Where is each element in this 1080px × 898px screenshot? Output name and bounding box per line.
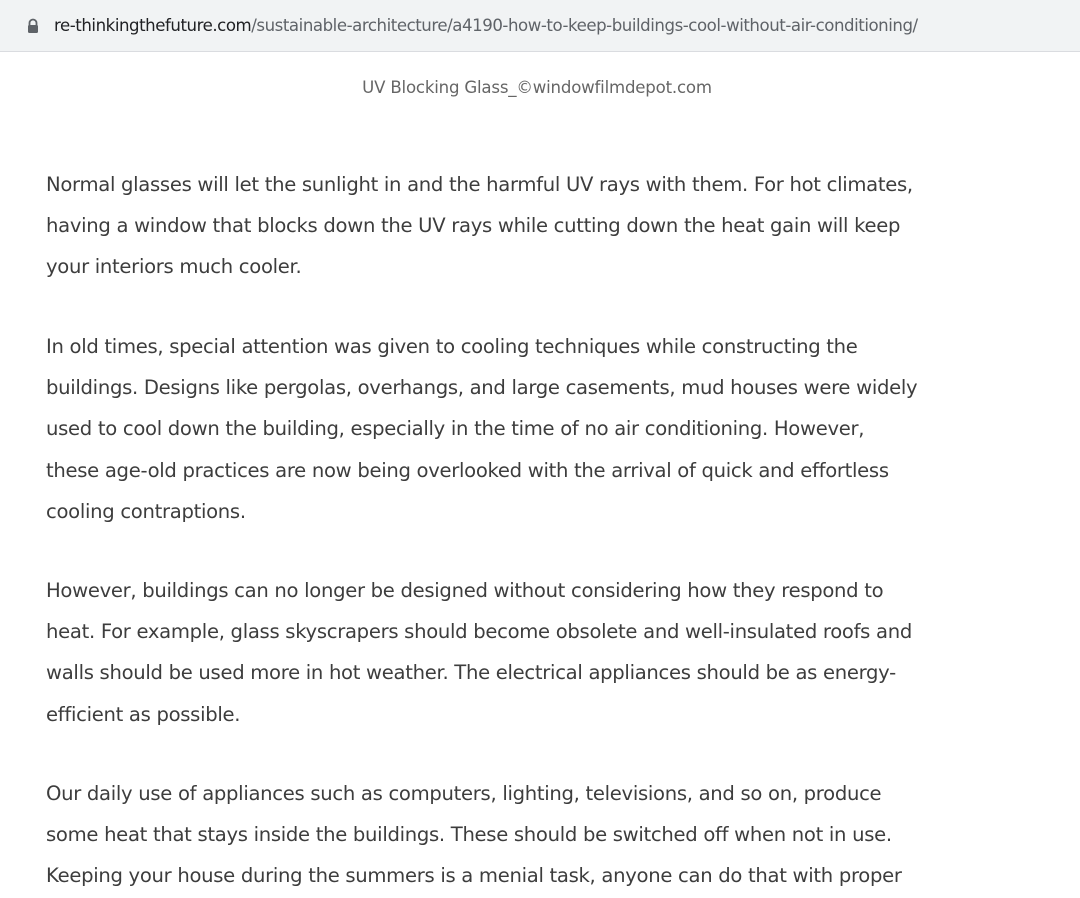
- paragraph-line: having a window that blocks down the UV rays while cutting down the heat gain will keep: [46, 214, 901, 238]
- paragraph-line: walls should be used more in hot weather. The electrical appliances should be as energy-: [46, 661, 896, 685]
- paragraph-line: However, buildings can no longer be designed without considering how they respond to: [46, 579, 884, 602]
- paragraph-line: used to cool down the building, especially in the time of no air conditioning. However,: [46, 417, 865, 441]
- paragraph-old-times: [46, 326, 1066, 532]
- paragraph-line: Our daily use of appliances such as computers, lighting, televisions, and so on, produce: [46, 782, 882, 805]
- paragraph-line: efficient as possible.: [46, 702, 241, 726]
- paragraph-line: some heat that stays inside the buildings. These should be switched off when not in use.: [46, 823, 892, 847]
- image-caption: UV Blocking Glass_©windowfilmdepot.com: [362, 78, 712, 97]
- paragraph-uv-glass: [46, 164, 1066, 288]
- paragraph-line: cooling contraptions.: [46, 499, 246, 523]
- paragraph-line: buildings. Designs like pergolas, overhangs, and large casements, mud houses were widely: [46, 376, 918, 400]
- url-domain: re-thinkingthefuture.com: [54, 16, 252, 35]
- url-path: /sustainable-architecture/a4190-how-to-keep-buildings-cool-without-air-conditioning/: [251, 16, 918, 35]
- paragraph-line: these age-old practices are now being overlooked with the arrival of quick and effortless: [46, 458, 889, 482]
- paragraph-line: In old times, special attention was given to cooling techniques while constructing the: [46, 335, 858, 358]
- paragraph-design-heat: [46, 570, 1066, 735]
- address-bar[interactable]: [0, 0, 1080, 52]
- paragraph-line: your interiors much cooler.: [46, 255, 302, 279]
- paragraph-line: heat. For example, glass skyscrapers should become obsolete and well-insulated roofs and: [46, 620, 912, 644]
- paragraph-appliances: [46, 773, 1066, 897]
- lock-icon[interactable]: [25, 18, 41, 34]
- paragraph-line: Normal glasses will let the sunlight in and the harmful UV rays with them. For hot climates,: [46, 173, 913, 196]
- paragraph-line: Keeping your house during the summers is a menial task, anyone can do that with proper: [46, 864, 902, 888]
- url-text[interactable]: [54, 13, 918, 39]
